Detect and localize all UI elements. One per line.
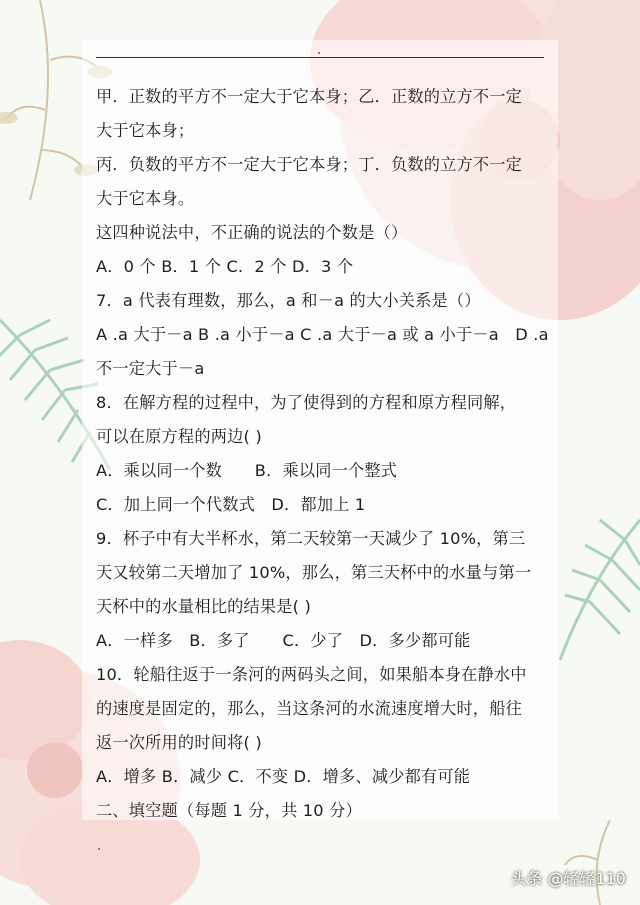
text-line: C．加上同一个代数式 D．都加上 1 [96, 495, 366, 514]
text-line: 7．a 代表有理数，那么，a 和－a 的大小关系是（） [96, 291, 481, 310]
text-line: 10．轮船往返于一条河的两码头之间，如果船本身在静水中 [96, 665, 527, 684]
text-line: A .a 大于－a B .a 小于－a C .a 大于－a 或 a 小于－a D .a [96, 325, 549, 344]
text-line: 天又较第二天增加了 10%，那么，第三天杯中的水量与第一 [96, 563, 532, 582]
dot-mark [318, 52, 320, 54]
text-line: A．增多 B．减少 C．不变 D．增多、减少都有可能 [96, 767, 471, 786]
text-line: 不一定大于－a [96, 359, 205, 378]
text-line: 返一次所用的时间将( ) [96, 733, 262, 752]
watermark: 头条 @轻轻110 [510, 869, 626, 888]
text-line: 的速度是固定的，那么，当这条河的水流速度增大时，船往 [96, 699, 523, 718]
dot-mark-bottom [98, 848, 100, 850]
text-line: 二、填空题（每题 1 分，共 10 分） [96, 801, 362, 820]
golden-twig-bottom-right [565, 820, 610, 905]
header-rule [96, 57, 544, 58]
green-fern-right [560, 520, 640, 660]
text-line: A．一样多 B．多了 C．少了 D．多少都可能 [96, 631, 471, 650]
text-line: 可以在原方程的两边( ) [96, 427, 262, 446]
text-line: A．乘以同一个数 B．乘以同一个整式 [96, 461, 398, 480]
text-line: 甲．正数的平方不一定大于它本身；乙．正数的立方不一定 [96, 87, 523, 106]
text-line: 8．在解方程的过程中，为了使得到的方程和原方程同解， [96, 393, 517, 412]
text-line: 大于它本身。 [96, 189, 195, 208]
text-line: 9．杯子中有大半杯水，第二天较第一天减少了 10%，第三 [96, 529, 526, 548]
text-line: 丙．负数的平方不一定大于它本身；丁．负数的立方不一定 [96, 155, 523, 174]
text-line: 天杯中的水量相比的结果是( ) [96, 597, 312, 616]
text-line: A．0 个 B．1 个 C．2 个 D．3 个 [96, 257, 354, 276]
exam-text [96, 80, 548, 828]
text-line: 大于它本身； [96, 121, 195, 140]
text-line: 这四种说法中，不正确的说法的个数是（） [96, 223, 408, 242]
